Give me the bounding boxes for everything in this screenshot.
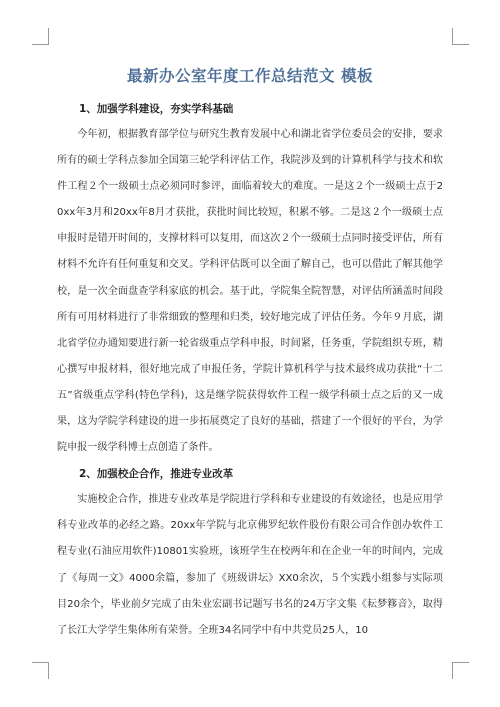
document-body [57,96,443,644]
page-corner-mark-bottom-right [452,662,469,679]
page-corner-mark-top-left [32,28,49,45]
page-corner-mark-bottom-left [32,662,49,679]
section-heading: 1、加强学科建设，夯实学科基础 [79,103,234,115]
section-paragraph: 今年初，根据教育部学位与研究生教育发展中心和湖北省学位委员会的安排，要求所有的硕士学科点参加全国第三轮学科评估工作，我院涉及到的计算机科学与技术和软件工程２个一级硕士点必须同时参评，面临着较大的难度。一是这２个一级硕士点于20xx年3月和20xx年8月才获批，获批时间比较短，积累不够。二是这２个一级硕士点申报时是错开时间的，支撑材料可以复用，而这次２个一级硕士点同时接受评估，所有材料不允许有任何重复和交叉。学科评估既可以全面了解自己，也可以借此了解其他学校，是一次全面盘查学科家底的机会。基于此，学院集全院智慧，对评估所涵盖时间段所有可用材料进行了非常细致的整理和归类，较好地完成了评估任务。今年９月底，湖北省学位办通知要进行新一轮省级重点学科申报，时间紧，任务重，学院组织专班，精心撰写申报材料，很好地完成了申报任务，学院计算机科学与技术最终成功获批“十二五”省级重点学科(特色学科)，这是继学院获得软件工程一级学科硕士点之后的又一成果，这为学院学科建设的进一步拓展奠定了良好的基础，搭建了一个很好的平台，为学院申报一级学科博士点创造了条件。 [57,129,443,454]
page-corner-mark-top-right [452,28,469,45]
section-heading: 2、加强校企合作，推进专业改革 [79,468,234,481]
document-title: 最新办公室年度工作总结范文 模板 [127,67,373,85]
section-paragraph: 实施校企合作，推进专业改革是学院进行学科和专业建设的有效途径，也是应用学科专业改革的必经之路。20xx年学院与北京佛罗纪软件股份有限公司合作创办软件工程专业(石油应用软件)10801实验班，该班学生在校两年和在企业一年的时间内，完成了《每周一文》4000余篇，参加了《班级讲坛》XX0余次，５个实践小组参与实际项目20余个，毕业前夕完成了由朱业宏副书记题写书名的24万字文集《耘梦簃音》，取得了长江大学学生集体所有荣誉。全班34名同学中有中共党员25人，10 [57,494,443,636]
